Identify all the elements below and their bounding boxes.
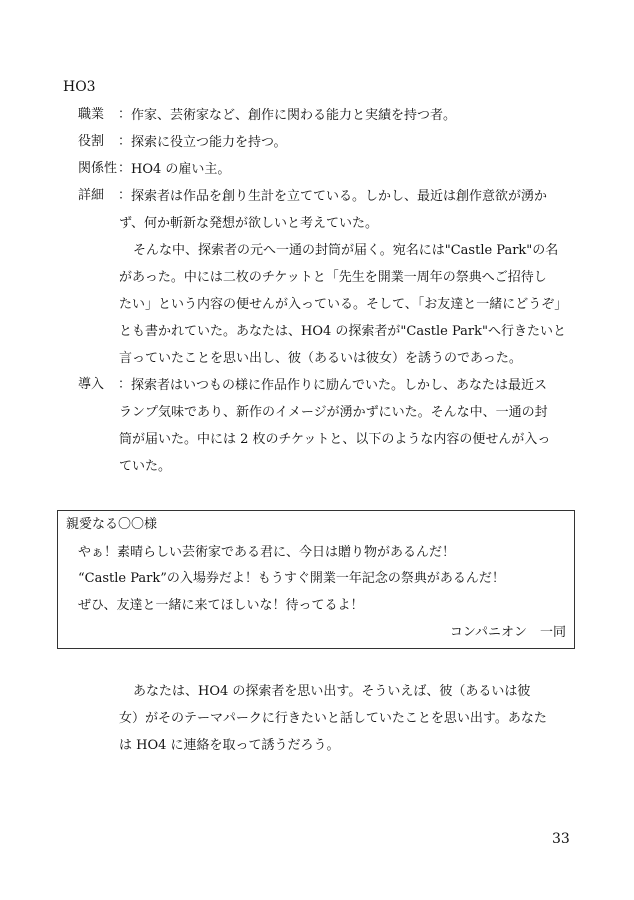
entry-label: 関係性 <box>78 161 118 176</box>
entry-label: 導入 <box>78 377 105 392</box>
entry-text-line: 筒が届いた。中には 2 枚のチケットと、以下のような内容の便せんが入っ <box>119 432 551 447</box>
letter-signature: コンパニオン 一同 <box>449 625 566 640</box>
entry-text-line: たい」という内容の便せんが入っている。そして、「お友達と一緒にどうぞ」 <box>119 297 568 312</box>
entry-text-line: 言っていたことを思い出し、彼（あるいは彼女）を誘うのであった。 <box>119 351 522 366</box>
entry-text-line: HO4 の雇い主。 <box>131 162 231 177</box>
entry-label: 詳細 <box>78 188 105 203</box>
entry-text-line: 探索者は作品を創り生計を立てている。しかし、最近は創作意欲が湧か <box>131 189 548 204</box>
letter-line: ぜひ、友達と一緒に来てほしいな！待ってるよ！ <box>78 598 364 613</box>
page-number: 33 <box>552 831 570 847</box>
closing-line: は HO4 に連絡を取って誘うだろう。 <box>119 738 340 753</box>
letter-greeting: 親愛なる〇〇様 <box>66 517 158 532</box>
entry-text-line: ランプ気味であり、新作のイメージが湧かずにいた。そんな中、一通の封 <box>119 405 548 420</box>
entry-text-line: そんな中、探索者の元へ一通の封筒が届く。宛名には"Castle Park"の名 <box>133 243 559 258</box>
entry-label: 役割 <box>78 134 105 149</box>
entry-text-line: ていた。 <box>119 459 172 474</box>
closing-line: 女）がそのテーマパークに行きたいと話していたことを思い出す。あなた <box>119 711 547 726</box>
letter-box <box>57 510 575 649</box>
entry-colon: ： <box>118 134 132 149</box>
entry-label: 職業 <box>78 107 105 122</box>
letter-line: やぁ！素晴らしい芸術家である君に、今日は贈り物があるんだ！ <box>78 545 456 560</box>
entry-text-line: 探索者はいつもの様に作品作りに励んでいた。しかし、あなたは最近ス <box>131 378 548 393</box>
letter-line: “Castle Park”の入場券だよ！もうすぐ開業一年記念の祭典があるんだ！ <box>78 571 505 586</box>
entry-colon: ： <box>118 377 132 392</box>
entry-text-line: とも書かれていた。あなたは、HO4 の探索者が"Castle Park"へ行きたいと <box>119 324 566 339</box>
entry-colon: ： <box>118 188 132 203</box>
handout-heading: HO3 <box>63 79 96 95</box>
entry-colon: ： <box>118 161 132 176</box>
entry-colon: ： <box>118 107 132 122</box>
closing-paragraph <box>119 678 579 759</box>
entry-text-line: 探索に役立つ能力を持つ。 <box>131 135 287 150</box>
entry-text-line: があった。中には二枚のチケットと「先生を開業一周年の祭典へご招待し <box>119 270 547 285</box>
closing-line: あなたは、HO4 の探索者を思い出す。そういえば、彼（あるいは彼 <box>133 684 531 699</box>
entry-text-line: ず、何か斬新な発想が欲しいと考えていた。 <box>119 216 378 231</box>
entry-text-line: 作家、芸術家など、創作に関わる能力と実績を持つ者。 <box>131 108 457 123</box>
